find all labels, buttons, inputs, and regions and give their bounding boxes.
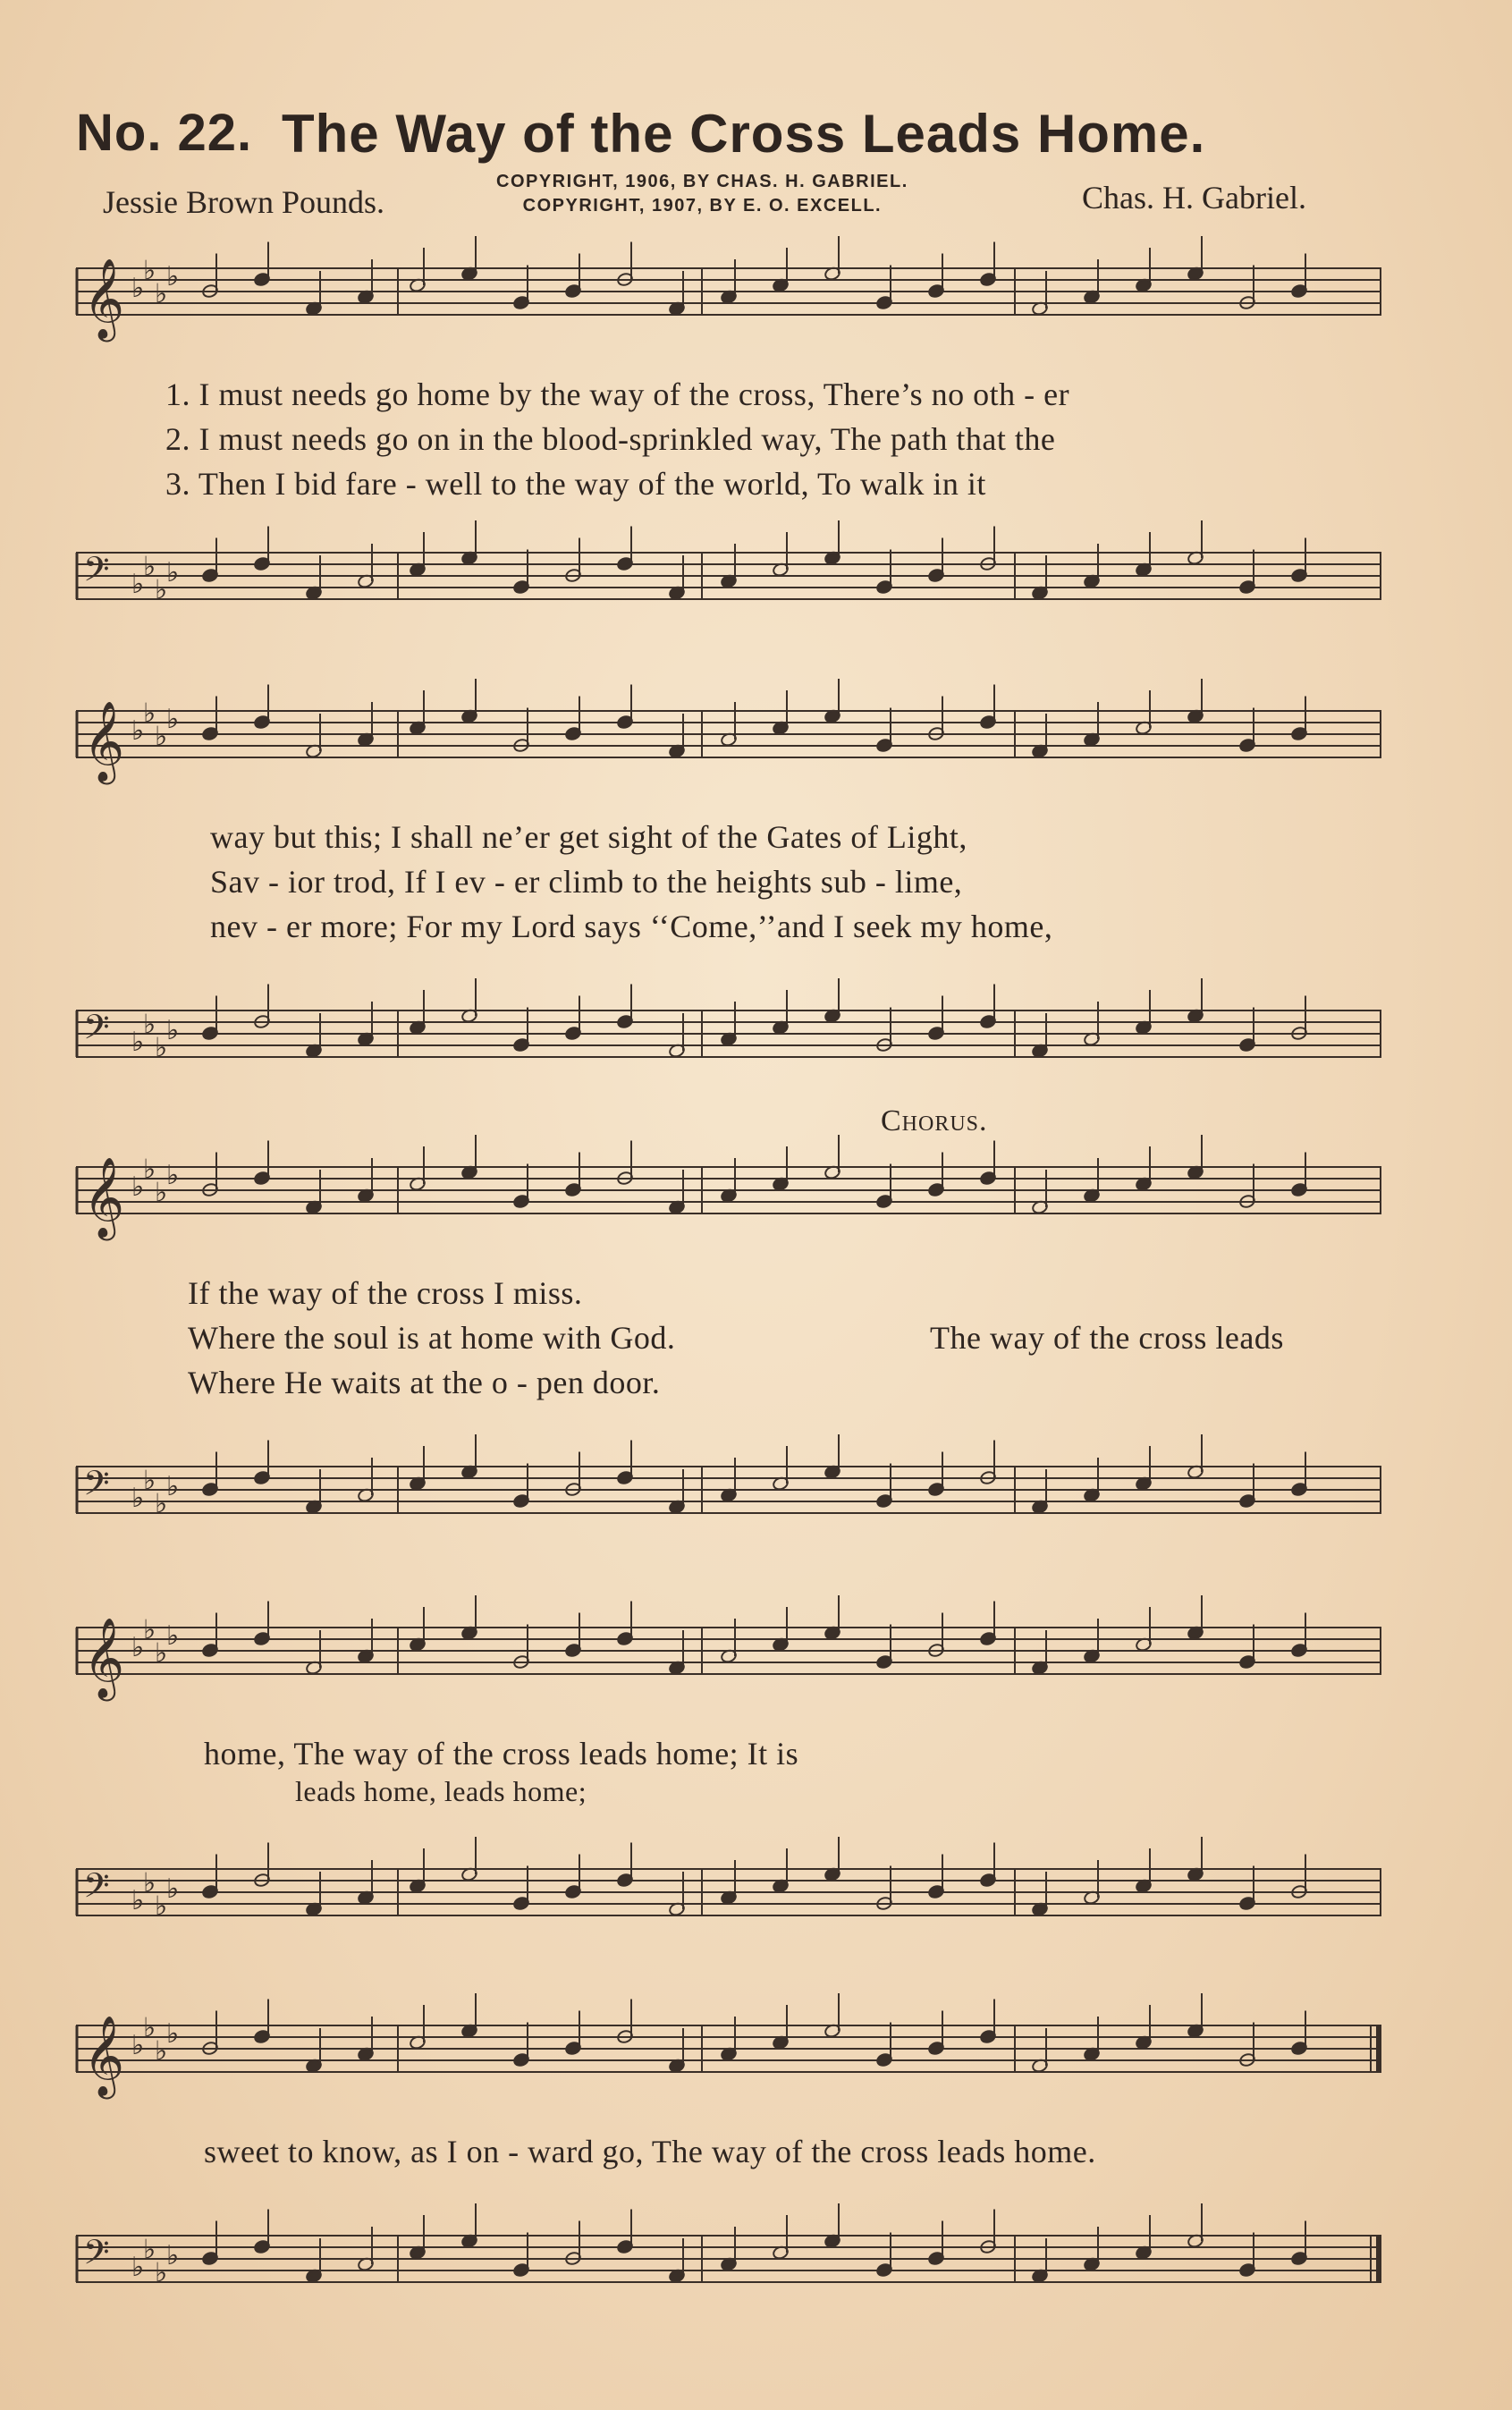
flat-icon: ♭ xyxy=(131,569,145,600)
treble-staff-5 xyxy=(76,2008,1381,2096)
chorus-line-3: sweet to know, as I on - ward go, The way of the cross leads home. xyxy=(204,2134,1096,2169)
flat-icon: ♭ xyxy=(131,1632,145,1663)
flat-icon: ♭ xyxy=(143,2012,156,2044)
flat-icon: ♭ xyxy=(131,715,145,747)
flat-icon: ♭ xyxy=(143,698,156,730)
flat-icon: ♭ xyxy=(131,273,145,304)
flat-icon: ♭ xyxy=(166,557,180,588)
flat-icon: ♭ xyxy=(143,1614,156,1646)
bass-clef-icon: 𝄢 xyxy=(83,1007,110,1055)
chorus-line-2: home, The way of the cross leads home; It is xyxy=(204,1736,799,1772)
flat-icon: ♭ xyxy=(155,1488,168,1520)
bass-clef-icon: 𝄢 xyxy=(83,1865,110,1914)
flat-icon: ♭ xyxy=(155,1177,168,1209)
bass-staff-3 xyxy=(76,1449,1381,1529)
flat-icon: ♭ xyxy=(166,1620,180,1652)
flat-icon: ♭ xyxy=(131,1171,145,1203)
flat-icon: ♭ xyxy=(155,278,168,310)
bass-staff-1 xyxy=(76,535,1381,615)
verse-3-line-3: Where He waits at the o - pen door. xyxy=(188,1365,661,1400)
flat-icon: ♭ xyxy=(143,1154,156,1186)
flat-icon: ♭ xyxy=(155,1890,168,1923)
verse-1-line-1: 1. I must needs go home by the way of the cross, There’s no oth - er xyxy=(165,376,1070,412)
flat-icon: ♭ xyxy=(166,1015,180,1046)
flat-icon: ♭ xyxy=(155,1032,168,1064)
verse-2-line-3: Where the soul is at home with God. xyxy=(188,1320,676,1356)
flat-icon: ♭ xyxy=(155,721,168,753)
bass-staff-4 xyxy=(76,1851,1381,1932)
flat-icon: ♭ xyxy=(166,1873,180,1905)
bass-staff-2 xyxy=(76,993,1381,1073)
treble-staff-4 xyxy=(76,1610,1381,1698)
verse-2-line-1: 2. I must needs go on in the blood-sprinkled way, The path that the xyxy=(165,421,1056,457)
flat-icon: ♭ xyxy=(143,2234,156,2266)
composer-credit: Chas. H. Gabriel. xyxy=(1082,180,1306,216)
flat-icon: ♭ xyxy=(166,2018,180,2050)
flat-icon: ♭ xyxy=(155,2257,168,2289)
copyright-line-1: COPYRIGHT, 1906, BY CHAS. H. GABRIEL. xyxy=(496,172,908,191)
verse-1-line-2: way but this; I shall ne’er get sight of the Gates of Light, xyxy=(210,819,967,855)
treble-clef-icon: 𝄞 xyxy=(83,258,125,339)
chorus-line-1: The way of the cross leads xyxy=(930,1320,1284,1356)
flat-icon: ♭ xyxy=(131,2030,145,2061)
treble-staff-2 xyxy=(76,693,1381,782)
flat-icon: ♭ xyxy=(131,1027,145,1058)
bass-clef-icon: 𝄢 xyxy=(83,1463,110,1511)
flat-icon: ♭ xyxy=(166,261,180,292)
verse-1-line-3: If the way of the cross I miss. xyxy=(188,1275,583,1311)
treble-clef-icon: 𝄞 xyxy=(83,701,125,782)
flat-icon: ♭ xyxy=(131,1885,145,1916)
treble-staff-1 xyxy=(76,250,1381,339)
treble-clef-icon: 𝄞 xyxy=(83,2016,125,2096)
flat-icon: ♭ xyxy=(143,1009,156,1041)
lyricist-credit: Jessie Brown Pounds. xyxy=(103,184,385,220)
hymn-number: No. 22. xyxy=(76,104,253,162)
flat-icon: ♭ xyxy=(166,2240,180,2271)
bass-staff-5 xyxy=(76,2218,1381,2298)
verse-3-line-2: nev - er more; For my Lord says ‘‘Come,’’and I seek my home, xyxy=(210,909,1053,944)
flat-icon: ♭ xyxy=(143,551,156,583)
flat-icon: ♭ xyxy=(166,704,180,735)
verse-3-line-1: 3. Then I bid fare - well to the way of the world, To walk in it xyxy=(165,466,986,502)
flat-icon: ♭ xyxy=(166,1160,180,1191)
flat-icon: ♭ xyxy=(143,1867,156,1899)
verse-2-line-2: Sav - ior trod, If I ev - er climb to the heights sub - lime, xyxy=(210,864,963,900)
flat-icon: ♭ xyxy=(143,1465,156,1497)
copyright-notice xyxy=(496,170,908,218)
treble-clef-icon: 𝄞 xyxy=(83,1157,125,1238)
bass-clef-icon: 𝄢 xyxy=(83,549,110,597)
treble-clef-icon: 𝄞 xyxy=(83,1618,125,1698)
flat-icon: ♭ xyxy=(131,2252,145,2283)
flat-icon: ♭ xyxy=(155,1637,168,1670)
chorus-line-2-alto: leads home, leads home; xyxy=(295,1775,587,1807)
flat-icon: ♭ xyxy=(155,2035,168,2068)
flat-icon: ♭ xyxy=(143,255,156,287)
flat-icon: ♭ xyxy=(155,574,168,606)
flat-icon: ♭ xyxy=(166,1471,180,1502)
hymn-title: The Way of the Cross Leads Home. xyxy=(282,104,1206,164)
copyright-line-2: COPYRIGHT, 1907, BY E. O. EXCELL. xyxy=(522,196,883,216)
flat-icon: ♭ xyxy=(131,1483,145,1514)
hymn-title-row xyxy=(76,103,1471,174)
bass-clef-icon: 𝄢 xyxy=(83,2232,110,2280)
chorus-label: Chorus. xyxy=(881,1104,988,1137)
treble-staff-3 xyxy=(76,1149,1381,1238)
